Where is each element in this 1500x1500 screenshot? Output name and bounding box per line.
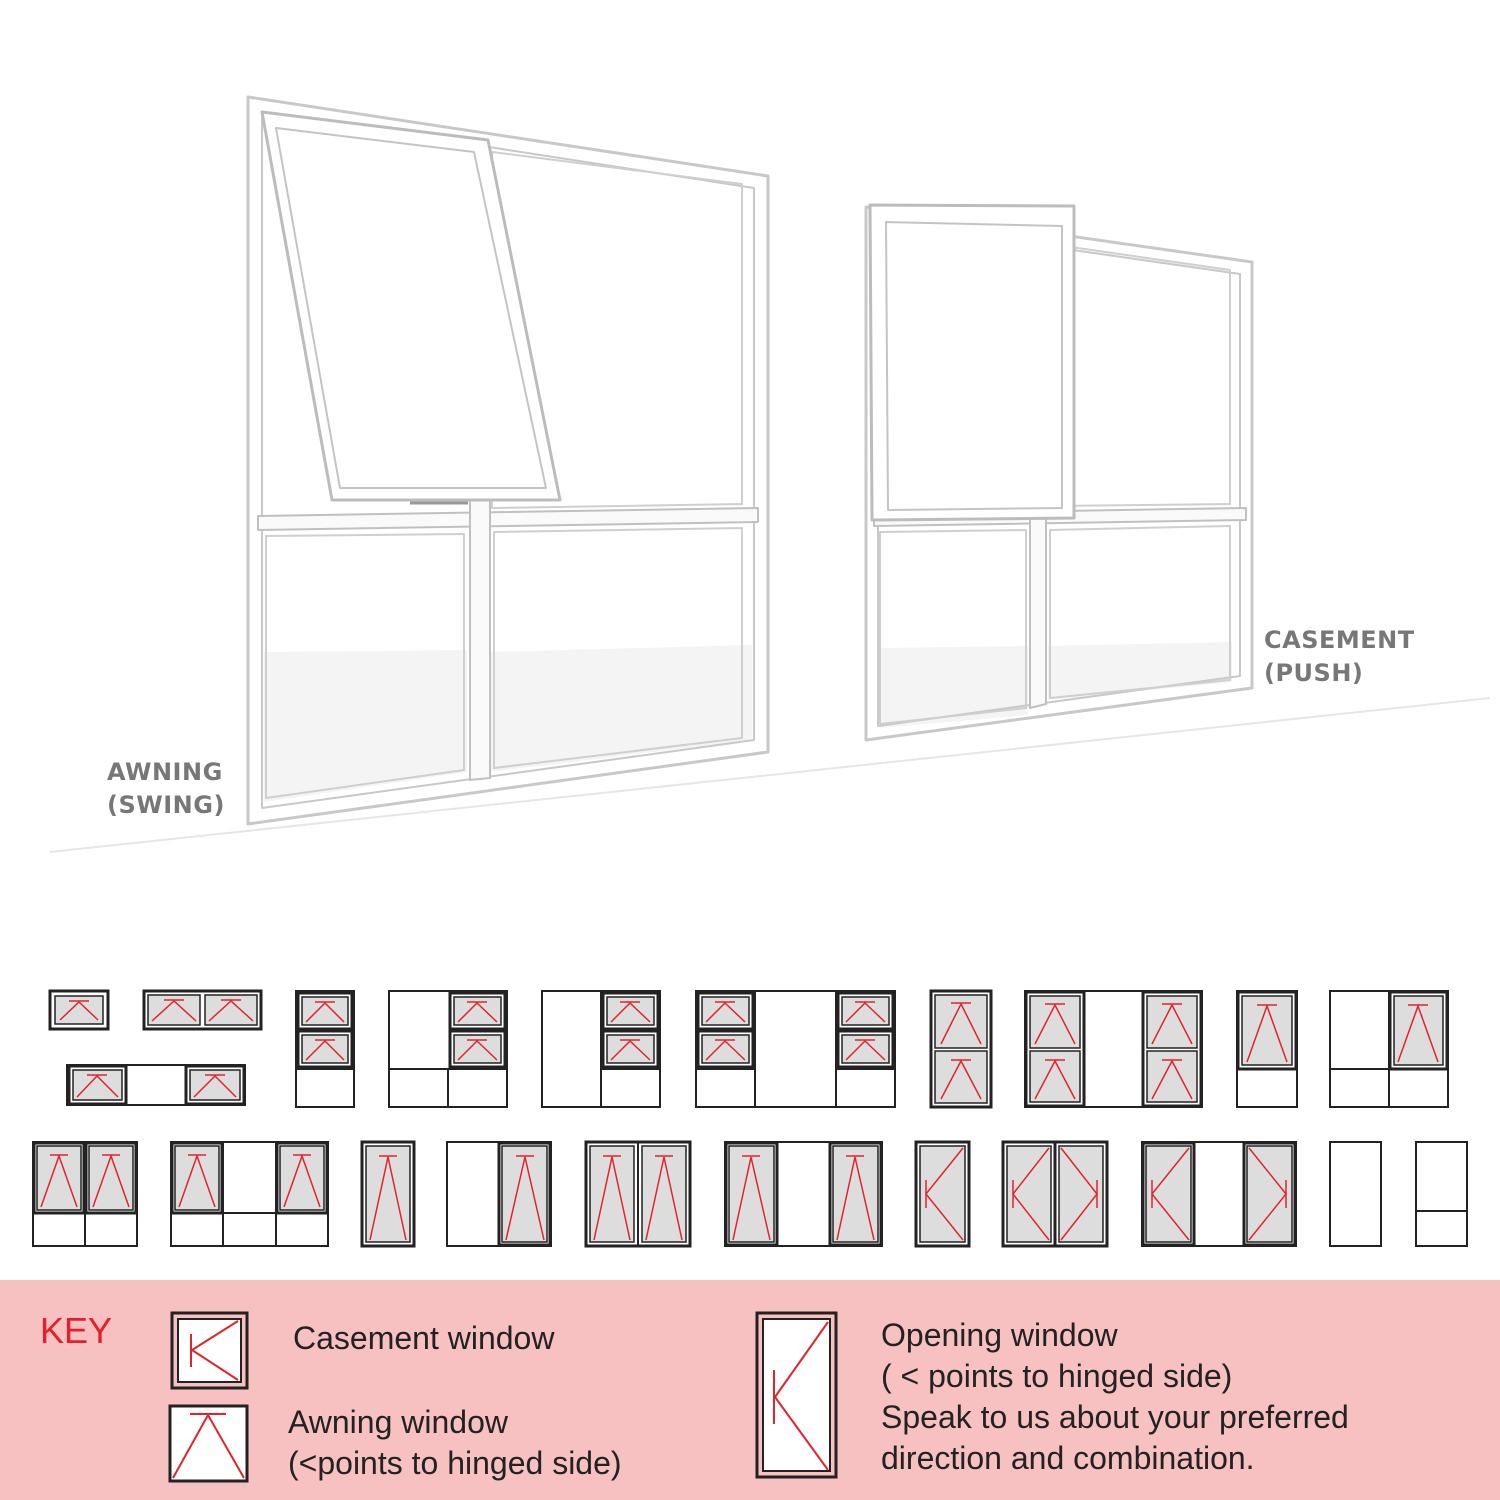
awning-key-note: (<points to hinged side) xyxy=(288,1445,622,1481)
key-title: KEY xyxy=(40,1310,113,1351)
awning-key-label: Awning window xyxy=(288,1404,508,1440)
opening-key-label: Opening window xyxy=(881,1317,1118,1353)
opening-key-contact-line1: Speak to us about your preferred xyxy=(881,1399,1349,1435)
awning-swing-label: AWNING (SWING) xyxy=(107,758,225,819)
awning-icon xyxy=(170,1406,247,1481)
opening-window-icon xyxy=(757,1313,836,1477)
casement-key-label: Casement window xyxy=(293,1320,555,1356)
opening-key-contact-line2: direction and combination. xyxy=(881,1440,1255,1476)
casement-icon xyxy=(172,1313,247,1388)
casement-push-label: CASEMENT (PUSH) xyxy=(1264,626,1415,687)
opening-key-note: ( < points to hinged side) xyxy=(881,1358,1233,1394)
